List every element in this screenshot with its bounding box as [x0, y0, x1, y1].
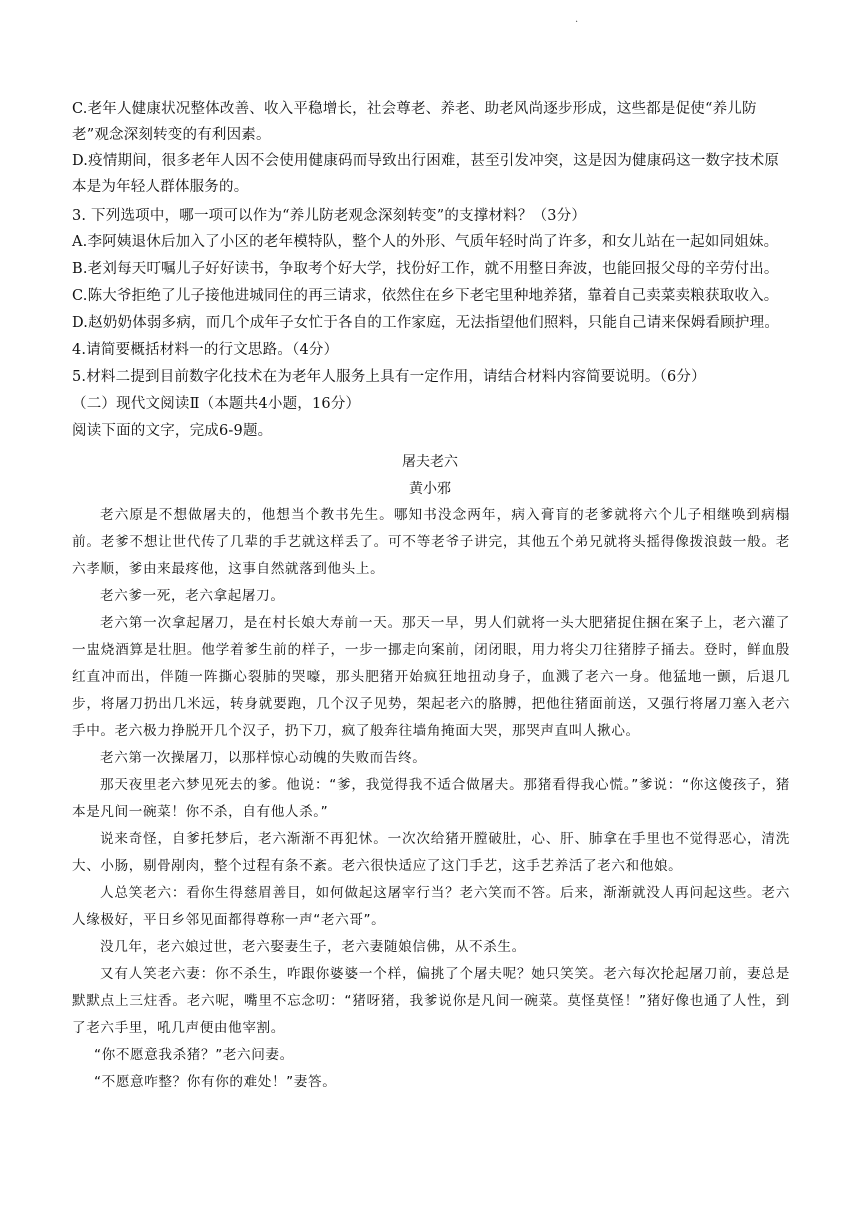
header-dot: . — [575, 14, 579, 25]
question-5: 5.材料二提到目前数字化技术在为老年人服务上具有一定作用，请结合材料内容简要说明。（6分） — [72, 369, 706, 385]
question-3-option-b: B.老刘每天叮嘱儿子好好读书，争取考个好大学，找份好工作，就不用整日奔波，也能回报父母的辛劳付出。 — [72, 261, 779, 277]
story-paragraph: “你不愿意我杀猪？”老六问妻。 — [94, 1047, 294, 1063]
story-author: 黄小邪 — [409, 481, 451, 497]
question-4: 4.请简要概括材料一的行文思路。（4分） — [72, 342, 339, 358]
section-heading: （二）现代文阅读Ⅱ（本题共4小题，16分） — [72, 396, 361, 412]
story-paragraph: 老六原是不想做屠夫的，他想当个教书先生。哪知书没念两年，病入膏肓的老爹就将六个儿子相继唤到病榻前。老爹不想让世代传了几辈的手艺就这样丢了。可不等老爷子讲完，其他五个弟兄就将头摇得像拨浪鼓一般。老六孝顺，爹由来最疼他，这事自然就落到他头上。 — [72, 507, 790, 577]
story-paragraph: 说来奇怪，自爹托梦后，老六渐渐不再犯怵。一次次给猪开膛破肚，心、肝、肺拿在手里也不觉得恶心，清洗大、小肠，剔骨剐肉，整个过程有条不紊。老六很快适应了这门手艺，这手艺养活了老六和他娘。 — [72, 831, 790, 874]
reading-instruction: 阅读下面的文字，完成6-9题。 — [72, 423, 273, 439]
story-paragraph: 老六爹一死，老六拿起屠刀。 — [100, 588, 285, 604]
question-3-option-d: D.赵奶奶体弱多病，而几个成年子女忙于各自的工作家庭，无法指望他们照料，只能自己请来保姆看顾护理。 — [72, 315, 780, 331]
story-paragraph: 没几年，老六娘过世，老六娶妻生子，老六妻随娘信佛，从不杀生。 — [100, 939, 526, 955]
story-paragraph: 又有人笑老六妻：你不杀生，咋跟你婆婆一个样，偏挑了个屠夫呢？她只笑笑。老六每次抡起屠刀前，妻总是默默点上三炷香。老六呢，嘴里不忘念叨：“猪呀猪，我爹说你是凡间一碗菜。莫怪莫怪！”猪好像也通了人性，到了老六手里，吼几声便由他宰割。 — [72, 966, 790, 1036]
option-c-line: C.老年人健康状况整体改善、收入平稳增长，社会尊老、养老、助老风尚逐步形成，这些都是促使“养儿防老”观念深刻转变的有利因素。 — [72, 101, 757, 143]
question-3-option-a: A.李阿姨退休后加入了小区的老年模特队，整个人的外形、气质年轻时尚了许多，和女儿站在一起如同姐妹。 — [72, 234, 779, 250]
question-3: 3. 下列选项中，哪一项可以作为“养儿防老观念深刻转变”的支撑材料？（3分） — [72, 208, 587, 224]
story-paragraph: 老六第一次拿起屠刀，是在村长娘大寿前一天。那天一早，男人们就将一头大肥猪捉住捆在案子上，老六灌了一盅烧酒算是壮胆。他学着爹生前的样子，一步一挪走向案前，闭闭眼，用力将尖刀往猪脖子捅去。登时，鲜血殷红直冲而出，伴随一阵撕心裂肺的哭嚎，那头肥猪开始疯狂地扭动身子，血溅了老六一身。他猛地一颤，后退几步，将屠刀扔出几米远，转身就要跑，几个汉子见势，架起老六的胳膊，把他往猪面前送，又强行将屠刀塞入老六手中。老六极力挣脱开几个汉子，扔下刀，疯了般奔往墙角掩面大哭，那哭声直叫人揪心。 — [72, 615, 790, 739]
question-3-option-c: C.陈大爷拒绝了儿子接他进城同住的再三请求，依然住在乡下老宅里种地养猪，靠着自己卖菜卖粮获取收入。 — [72, 288, 779, 304]
option-d-line: D.疫情期间，很多老年人因不会使用健康码而导致出行困难，甚至引发冲突，这是因为健康码这一数字技术原本是为年轻人群体服务的。 — [72, 153, 780, 195]
story-paragraph: 老六第一次操屠刀，以那样惊心动魄的失败而告终。 — [100, 750, 427, 766]
story-paragraph: “不愿意咋整？你有你的难处！”妻答。 — [94, 1074, 337, 1090]
story-paragraph: 那天夜里老六梦见死去的爹。他说：“爹，我觉得我不适合做屠夫。那猪看得我心慌。”爹说：“你这傻孩子，猪本是凡间一碗菜！你不杀，自有他人杀。” — [72, 777, 790, 820]
story-title: 屠夫老六 — [402, 454, 458, 470]
story-paragraph: 人总笑老六：看你生得慈眉善目，如何做起这屠宰行当？老六笑而不答。后来，渐渐就没人再问起这些。老六人缘极好，平日乡邻见面都得尊称一声“老六哥”。 — [72, 885, 790, 928]
